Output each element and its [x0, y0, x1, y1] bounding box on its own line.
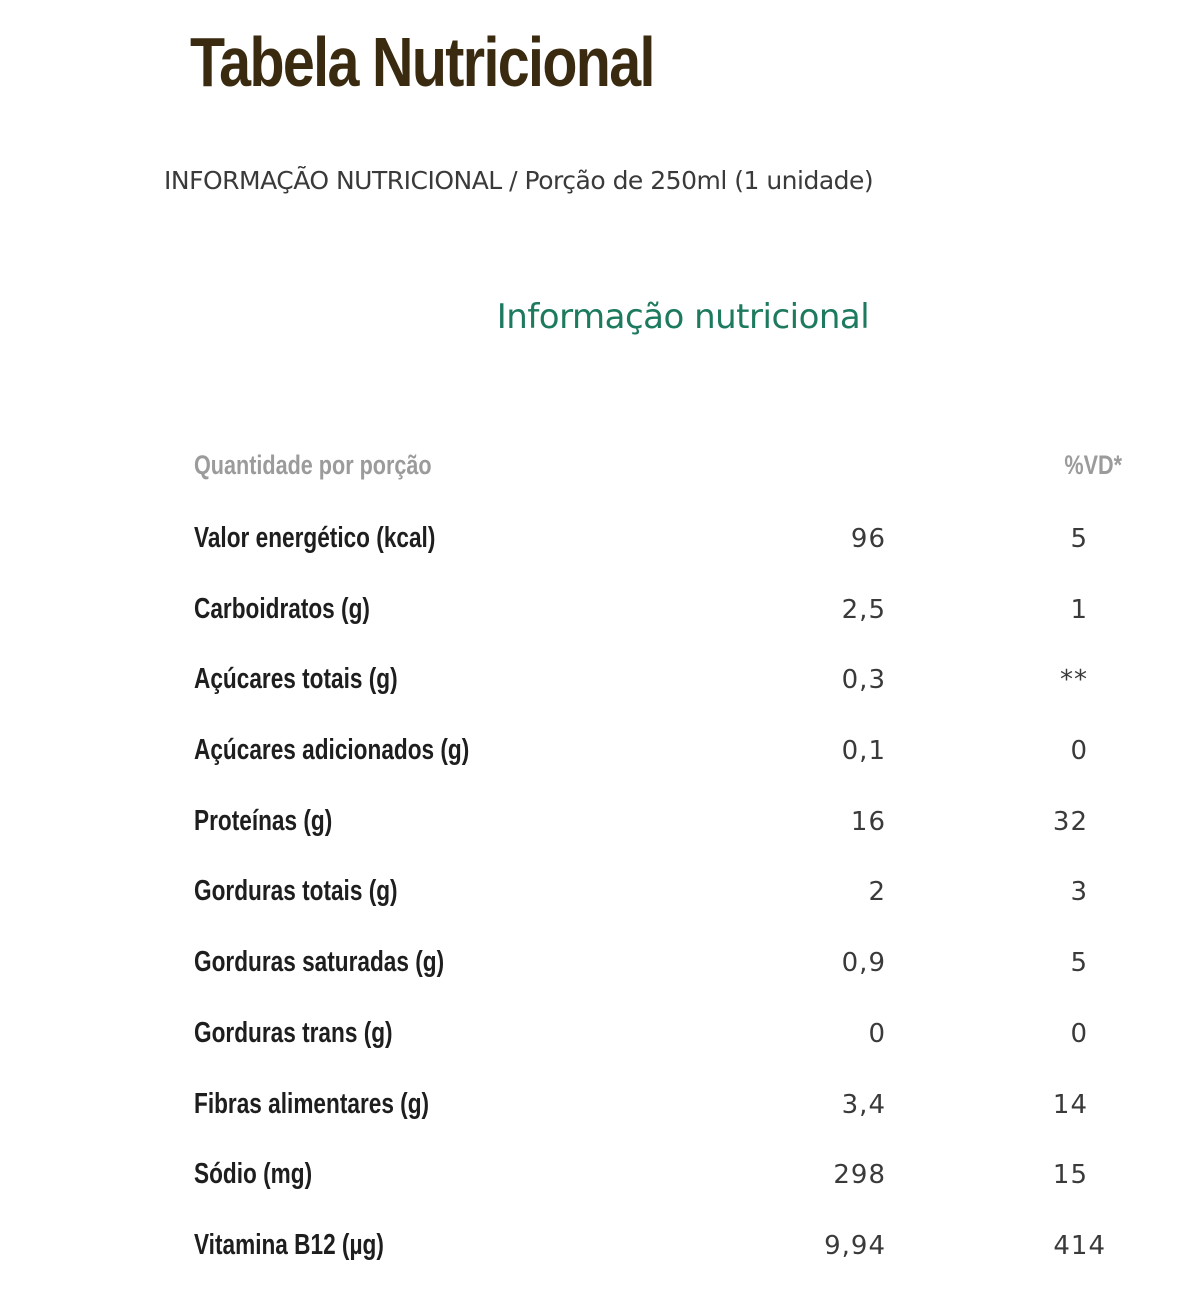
nutrient-daily-value: 1 [1070, 594, 1088, 625]
nutrient-amount: 16 [850, 806, 886, 837]
nutrient-amount: 2 [868, 877, 886, 908]
nutrient-amount: 2,5 [841, 594, 886, 625]
table-row [0, 718, 1186, 789]
nutrient-daily-value: 3 [1070, 877, 1088, 908]
nutrient-amount: 0,1 [841, 736, 886, 767]
table-row [0, 647, 1186, 718]
table-heading: Informação nutricional [496, 297, 870, 337]
nutrient-daily-value: ** [1060, 665, 1088, 696]
nutrient-daily-value: 15 [1052, 1160, 1088, 1191]
nutrient-label: Valor energético (kcal) [194, 522, 436, 554]
column-header-daily-value: %VD* [1064, 450, 1122, 480]
nutrient-daily-value: 5 [1070, 524, 1088, 554]
nutrient-label: Fibras alimentares (g) [194, 1087, 430, 1120]
nutrient-amount: 0,3 [841, 665, 886, 696]
nutrient-label: Açúcares totais (g) [194, 663, 398, 696]
table-row [0, 859, 1186, 930]
nutrient-label: Vitamina B12 (µg) [194, 1228, 384, 1261]
nutrient-daily-value: 0 [1070, 1018, 1088, 1049]
nutrient-label: Proteínas (g) [194, 804, 333, 837]
nutrient-label: Carboidratos (g) [194, 592, 370, 625]
nutrient-daily-value: 414 [1053, 1230, 1106, 1261]
table-row [0, 1142, 1186, 1213]
nutrient-daily-value: 0 [1070, 736, 1088, 767]
table-row [0, 1072, 1186, 1143]
nutrient-label: Gorduras saturadas (g) [194, 946, 445, 979]
nutrient-label: Gorduras totais (g) [194, 875, 398, 908]
nutrient-daily-value: 14 [1052, 1089, 1088, 1120]
nutrient-amount: 0 [868, 1018, 886, 1049]
nutrient-daily-value: 32 [1052, 806, 1088, 837]
table-row [0, 930, 1186, 1001]
nutrient-label: Gorduras trans (g) [194, 1016, 393, 1049]
table-row [0, 789, 1186, 860]
table-row [0, 1001, 1186, 1072]
nutrient-daily-value: 5 [1070, 948, 1088, 979]
table-row [0, 577, 1186, 648]
column-header-quantity: Quantidade por porção [194, 450, 432, 480]
nutrient-amount: 298 [833, 1160, 886, 1191]
serving-info: INFORMAÇÃO NUTRICIONAL / Porção de 250ml (1 unidade) [164, 166, 874, 195]
nutrient-amount: 0,9 [841, 948, 886, 979]
table-row [0, 506, 1186, 577]
nutrient-amount: 3,4 [841, 1089, 886, 1120]
nutrient-amount: 9,94 [824, 1230, 886, 1261]
nutrition-table [0, 506, 1186, 1284]
nutrient-label: Açúcares adicionados (g) [194, 734, 470, 767]
nutrient-label: Sódio (mg) [194, 1158, 313, 1191]
page-title: Tabela Nutricional [190, 23, 654, 101]
table-row [0, 1213, 1186, 1284]
nutrient-amount: 96 [850, 524, 886, 554]
